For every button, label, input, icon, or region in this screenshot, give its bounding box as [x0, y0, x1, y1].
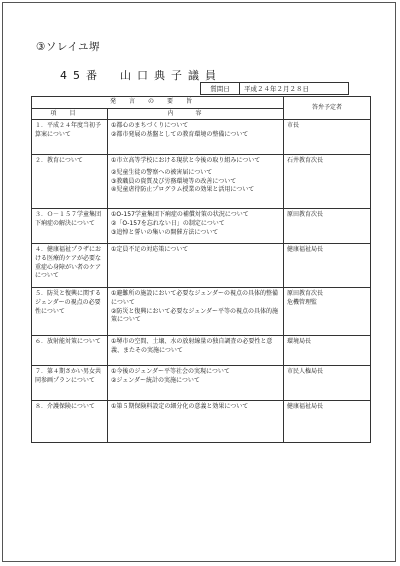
content-line: ①O-157学童集団下痢症の補償対策の状況について — [111, 211, 249, 219]
date-label: 質問日 — [201, 83, 240, 95]
content-line: ②都市発展の基盤としての教育環境の整備について — [111, 131, 249, 139]
date-value: 平成２４年２月２８日 — [240, 83, 349, 95]
row-responder: 原田教育次長 — [284, 209, 371, 244]
content-line: ②「O-157を忘れない日」の制定について — [111, 220, 225, 228]
row-content — [108, 120, 284, 155]
row-item: １．平成２４年度当初予算案について — [32, 120, 108, 155]
content-line: ②防災と復興において必要なジェンダー平等の視点の具体的施策について — [111, 307, 279, 324]
row-content — [108, 209, 284, 244]
content-line: ①今後のジェンダー平等社会の実現について — [111, 368, 230, 376]
content-line: ①第５期保険料設定の細分化の意義と効果について — [111, 403, 249, 411]
table-row — [32, 244, 371, 288]
row-item: ８．介護保険について — [32, 401, 108, 443]
table-row — [32, 401, 371, 443]
row-content — [108, 401, 284, 443]
content-line: ①市立高等学校における現状と今後の取り組みについて — [111, 157, 261, 165]
row-item: ３．Ｏ－１５７学童集団下痢症の解決について — [32, 209, 108, 244]
header-outline: 発言の要旨 — [32, 97, 284, 109]
row-item: ７．第４期さかい男女共同参画プランについて — [32, 366, 108, 401]
content-line: ②ジェンダー統計の実施について — [111, 377, 200, 385]
row-responder: 市長 — [284, 120, 371, 155]
row-content — [108, 366, 284, 401]
content-line: ③教職員の資質及び労務環境等の改善について — [111, 177, 237, 185]
table-row — [32, 120, 371, 155]
content-line: ②児童生徒の警察への被害届について — [111, 169, 213, 177]
row-content — [108, 155, 284, 209]
member-name: 45番 山口典子議員 — [60, 69, 222, 82]
question-date-table — [200, 82, 349, 95]
question-table — [31, 96, 371, 443]
table-row — [32, 209, 371, 244]
content-line: ①定員不足の対応策について — [111, 246, 189, 254]
row-responder: 石井教育次長 — [284, 155, 371, 209]
row-responder: 健康福祉局長 — [284, 244, 371, 288]
row-item: ４．健康福祉プラザにおける医療的ケアが必要な重症心身障がい者のケアについて — [32, 244, 108, 288]
row-responder: 健康福祉局長 — [284, 401, 371, 443]
content-line: ①都心のまちづくりについて — [111, 122, 189, 130]
venue-title: ③ソレイユ堺 — [36, 41, 100, 53]
row-responder: 環境局長 — [284, 336, 371, 366]
row-content — [108, 244, 284, 288]
table-row — [32, 155, 371, 209]
row-content — [108, 288, 284, 336]
row-item: ５．防災と復興に関するジェンダーの視点の必要性について — [32, 288, 108, 336]
row-item: ６．放射能対策について — [32, 336, 108, 366]
content-line: ①避難所の施設において必要なジェンダーの視点の具体的整備について — [111, 290, 279, 307]
header-content: 内容 — [108, 108, 284, 120]
content-line: ①堺市の空間、土壌、水の放射線量の独自調査の必要性と意義、またその実施について — [111, 338, 273, 355]
table-row — [32, 336, 371, 366]
row-item: ２．教育について — [32, 155, 108, 209]
row-responder: 市民人権局長 — [284, 366, 371, 401]
row-content — [108, 336, 284, 366]
table-row — [32, 366, 371, 401]
header-item: 項目 — [32, 108, 108, 120]
header-responder: 答弁予定者 — [284, 97, 371, 120]
row-responder: 原田教育次長 危機管理監 — [284, 288, 371, 336]
table-row — [32, 288, 371, 336]
content-line: ③追悼と誓いの集いの開催方法について — [111, 228, 219, 236]
content-line: ④児童虐待防止プログラム授業の効果と活用について — [111, 186, 255, 194]
